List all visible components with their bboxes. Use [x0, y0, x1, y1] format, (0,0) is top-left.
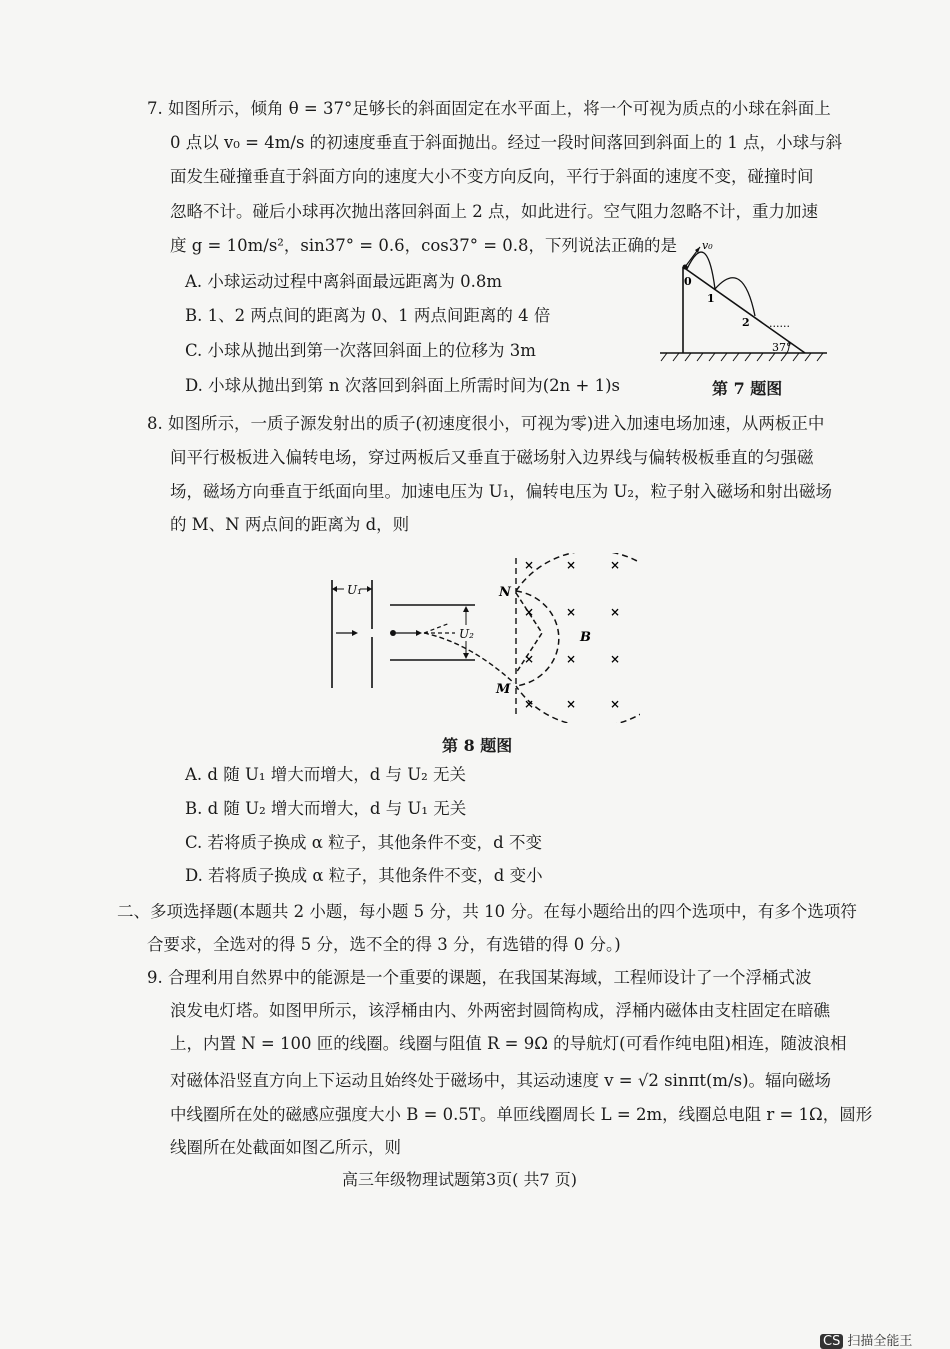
q8-n-label: N [499, 585, 511, 600]
q9-line-4: 对磁体沿竖直方向上下运动且始终处于磁场中，其运动速度 v = √2 sinπt(m/s)。辐向磁场 [170, 1071, 832, 1090]
q8-option-a: A. d 随 U₁ 增大而增大，d 与 U₂ 无关 [185, 765, 467, 784]
svg-text:×: × [566, 558, 577, 572]
q7-point-1: 1 [707, 292, 715, 305]
q8-m-label: M [496, 682, 511, 697]
scanner-watermark [820, 1330, 912, 1349]
q8-line-1: 8. 如图所示，一质子源发射出的质子(初速度很小，可视为零)进入加速电场加速，从两板正中 [147, 414, 825, 433]
svg-text:×: × [566, 605, 577, 619]
svg-text:×: × [610, 558, 621, 572]
q7-angle-label: 37° [772, 341, 792, 354]
q9-line-3: 上，内置 N = 100 匝的线圈。线圈与阻值 R = 9Ω 的导航灯(可看作纯电阻)相连，随波浪相 [170, 1034, 847, 1053]
q8-u2-label: U₂ [459, 627, 474, 641]
svg-text:×: × [610, 605, 621, 619]
svg-text:×: × [524, 605, 535, 619]
svg-text:×: × [610, 652, 621, 666]
q8-u1-label: U₁ [347, 583, 362, 597]
q7-option-b: B. 1、2 两点间的距离为 0、1 两点间距离的 4 倍 [185, 306, 551, 325]
q8-option-d: D. 若将质子换成 α 粒子，其他条件不变，d 变小 [185, 866, 543, 885]
q7-line-2: 0 点以 v₀ = 4m/s 的初速度垂直于斜面抛出。经过一段时间落回到斜面上的 1 点，小球与斜 [170, 133, 843, 152]
q7-option-a: A. 小球运动过程中离斜面最远距离为 0.8m [185, 272, 503, 291]
q7-point-2: 2 [742, 316, 750, 329]
q8-b-label: B [580, 630, 591, 645]
q7-dots: ...... [769, 317, 790, 330]
q7-line-5: 度 g = 10m/s²，sin37° = 0.6，cos37° = 0.8，下列说法正确的是 [170, 236, 678, 255]
svg-text:×: × [524, 558, 535, 572]
q8-field-crosses [524, 558, 620, 711]
q7-option-d: D. 小球从抛出到第 n 次落回到斜面上所需时间为(2n + 1)s [185, 376, 621, 395]
q9-line-6: 线圈所在处截面如图乙所示，则 [170, 1138, 401, 1157]
page-footer: 高三年级物理试题第3页( 共7 页) [342, 1170, 578, 1189]
q7-point-0: 0 [684, 275, 692, 288]
q8-line-2: 间平行极板进入偏转电场，穿过两板后又垂直于磁场射入边界线与偏转极板垂直的匀强磁 [170, 448, 814, 467]
q8-line-4: 的 M、N 两点间的距离为 d，则 [170, 515, 410, 534]
q7-figure-caption: 第 7 题图 [712, 379, 783, 398]
scanner-logo: CS [820, 1334, 843, 1349]
q7-line-4: 忽略不计。碰后小球再次抛出落回斜面上 2 点，如此进行。空气阻力忽略不计，重力加速 [170, 202, 818, 221]
q9-line-1: 9. 合理利用自然界中的能源是一个重要的课题，在我国某海域，工程师设计了一个浮桶式波 [147, 968, 812, 987]
q8-line-3: 场，磁场方向垂直于纸面向里。加速电压为 U₁，偏转电压为 U₂，粒子射入磁场和射出磁场 [170, 482, 833, 501]
q8-figure [320, 553, 640, 723]
svg-text:×: × [566, 697, 577, 711]
q7-option-c: C. 小球从抛出到第一次落回斜面上的位移为 3m [185, 341, 536, 360]
svg-text:×: × [524, 652, 535, 666]
q9-line-2: 浪发电灯塔。如图甲所示，该浮桶由内、外两密封圆筒构成，浮桶内磁体由支柱固定在暗礁 [170, 1001, 830, 1020]
svg-text:×: × [566, 652, 577, 666]
q7-v0-label: v₀ [702, 239, 713, 252]
q7-line-1: 7. 如图所示，倾角 θ = 37°足够长的斜面固定在水平面上，将一个可视为质点的小球在斜面上 [147, 99, 831, 118]
section2-line-1: 二、多项选择题(本题共 2 小题，每小题 5 分，共 10 分。在每小题给出的四个选项中，有多个选项符 [117, 902, 857, 921]
svg-text:×: × [524, 697, 535, 711]
q7-line-3: 面发生碰撞垂直于斜面方向的速度大小不变方向反向，平行于斜面的速度不变，碰撞时间 [170, 167, 814, 186]
q8-option-b: B. d 随 U₂ 增大而增大，d 与 U₁ 无关 [185, 799, 467, 818]
svg-text:×: × [610, 697, 621, 711]
q9-line-5: 中线圈所在处的磁感应强度大小 B = 0.5T。单匝线圈周长 L = 2m，线圈总电阻 r = 1Ω，圆形 [170, 1105, 873, 1124]
q8-figure-caption: 第 8 题图 [442, 736, 513, 755]
q8-option-c: C. 若将质子换成 α 粒子，其他条件不变，d 不变 [185, 833, 542, 852]
scanner-watermark-text: 扫描全能王 [847, 1334, 913, 1349]
section2-line-2: 合要求，全选对的得 5 分，选不全的得 3 分，有选错的得 0 分。) [147, 935, 621, 954]
q7-figure [655, 235, 835, 365]
